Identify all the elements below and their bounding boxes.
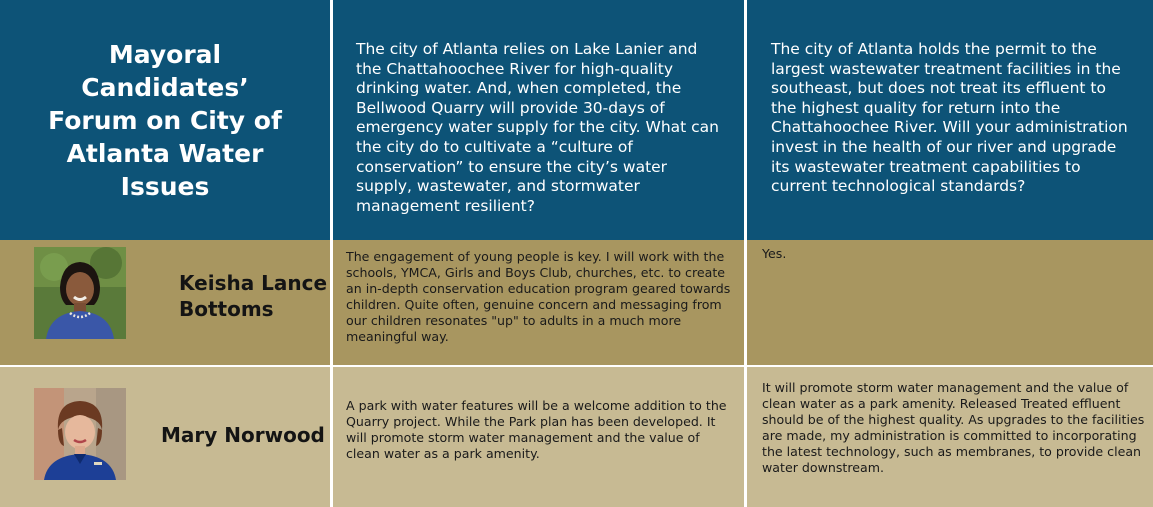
candidate-cell-bottoms <box>0 240 330 366</box>
answer-norwood-q1: A park with water features will be a welcome addition to the Quarry project. While the Park plan has been developed. It will promote storm water management and the value of clean water as a park amenity. <box>330 366 744 507</box>
column-divider <box>744 0 747 507</box>
title-cell <box>0 0 330 240</box>
candidate-photo-norwood <box>34 388 126 480</box>
candidate-name-norwood: Mary Norwood <box>161 423 325 447</box>
question-1: The city of Atlanta relies on Lake Lanier and the Chattahoochee River for high-quality drinking water. And, when completed, the Bellwood Quarry will provide 30-days of emergency water supply for the city. What can the city do to cultivate a “culture of conservation” to ensure the city’s water supply, wastewater, and stormwater management resilient? <box>330 0 744 240</box>
question-2: The city of Atlanta holds the permit to the largest wastewater treatment facilities in the southeast, but does not treat its effluent to the highest quality for return into the Chattahoochee River. Will your administration invest in the health of our river and upgrade its wastewater treatment capabilities to current technological standards? <box>744 0 1153 240</box>
candidate-portrait-icon <box>34 388 126 480</box>
candidate-portrait-icon <box>34 247 126 339</box>
answer-norwood-q2: It will promote storm water management and the value of clean water as a park amenity. Released Treated effluent should be of the highest quality. As upgrades to the facilities are made, my administration is committed to incorporating the latest technology, such as membranes, to provide clean water downstream. <box>744 366 1153 507</box>
candidate-cell-norwood <box>0 366 330 507</box>
forum-title: Mayoral Candidates’ Forum on City of Atlanta Water Issues <box>48 39 282 201</box>
row-divider <box>0 365 1153 367</box>
column-divider <box>330 0 333 507</box>
answer-bottoms-q1: The engagement of young people is key. I will work with the schools, YMCA, Girls and Boys Club, churches, etc. to create an in-depth conservation education program geared towards children. Quite often, genuine concern and messaging from our children resonates "up" to adults in a much more meaningful way. <box>330 240 744 366</box>
candidate-photo-bottoms <box>34 247 126 339</box>
answer-bottoms-q2: Yes. <box>744 240 1153 366</box>
candidate-name-bottoms: Keisha Lance Bottoms <box>179 271 328 321</box>
